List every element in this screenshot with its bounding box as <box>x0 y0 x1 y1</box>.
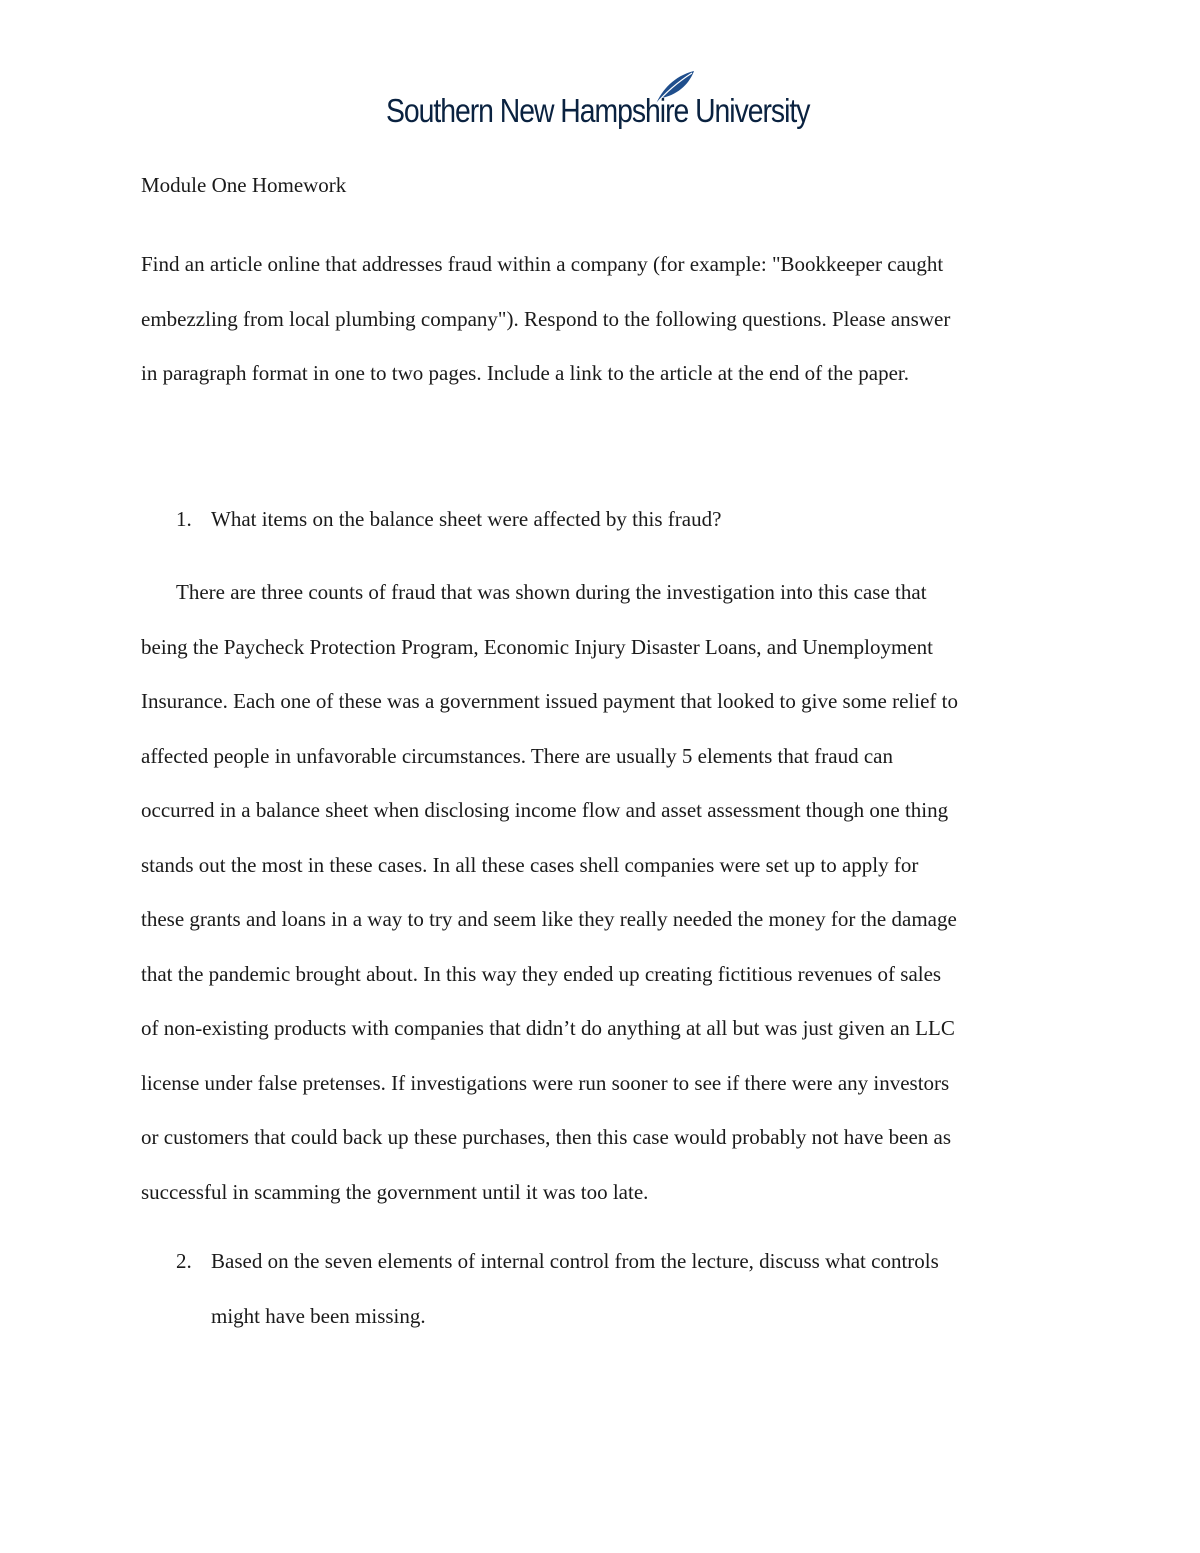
answer-1-paragraph <box>141 565 958 1219</box>
answer-line: successful in scamming the government until it was too late. <box>141 1179 649 1204</box>
intro-line: in paragraph format in one to two pages. Include a link to the article at the end of the paper. <box>141 361 909 385</box>
question-text <box>211 1234 939 1343</box>
answer-line: being the Paycheck Protection Program, Economic Injury Disaster Loans, and Unemployment <box>141 634 933 659</box>
intro-line: Find an article online that addresses fraud within a company (for example: "Bookkeeper caught <box>141 252 944 276</box>
question-number: 1. <box>176 507 192 531</box>
answer-line: or customers that could back up these purchases, then this case would probably not have been as <box>141 1125 952 1149</box>
intro-line: embezzling from local plumbing company"). Respond to the following questions. Please answer <box>141 306 951 331</box>
intro-paragraph <box>141 237 950 401</box>
answer-line: stands out the most in these cases. In all these cases shell companies were set up to apply for <box>141 852 919 877</box>
question-number: 2. <box>176 1249 192 1273</box>
answer-line: Insurance. Each one of these was a government issued payment that looked to give some relief to <box>141 689 958 713</box>
document-title: Module One Homework <box>141 173 347 197</box>
question-line: Based on the seven elements of internal control from the lecture, discuss what controls <box>211 1249 939 1273</box>
answer-line: that the pandemic brought about. In this way they ended up creating fictitious revenues of sales <box>141 961 942 986</box>
feather-leaf-icon <box>648 68 698 108</box>
answer-line: There are three counts of fraud that was shown during the investigation into this case that <box>176 580 927 604</box>
university-logo <box>386 68 816 138</box>
question-text: What items on the balance sheet were affected by this fraud? <box>211 507 722 531</box>
answer-line: of non-existing products with companies that didn’t do anything at all but was just given an LLC <box>141 1016 955 1040</box>
question-line: might have been missing. <box>211 1303 426 1328</box>
answer-line: affected people in unfavorable circumstances. There are usually 5 elements that fraud can <box>141 743 893 768</box>
answer-line: license under false pretenses. If investigations were run sooner to see if there were any investors <box>141 1070 950 1095</box>
logo-wordmark: Southern New Hampshire University <box>386 92 810 129</box>
answer-line: these grants and loans in a way to try and seem like they really needed the money for the damage <box>141 907 957 931</box>
answer-line: occurred in a balance sheet when disclosing income flow and asset assessment though one thing <box>141 798 949 822</box>
